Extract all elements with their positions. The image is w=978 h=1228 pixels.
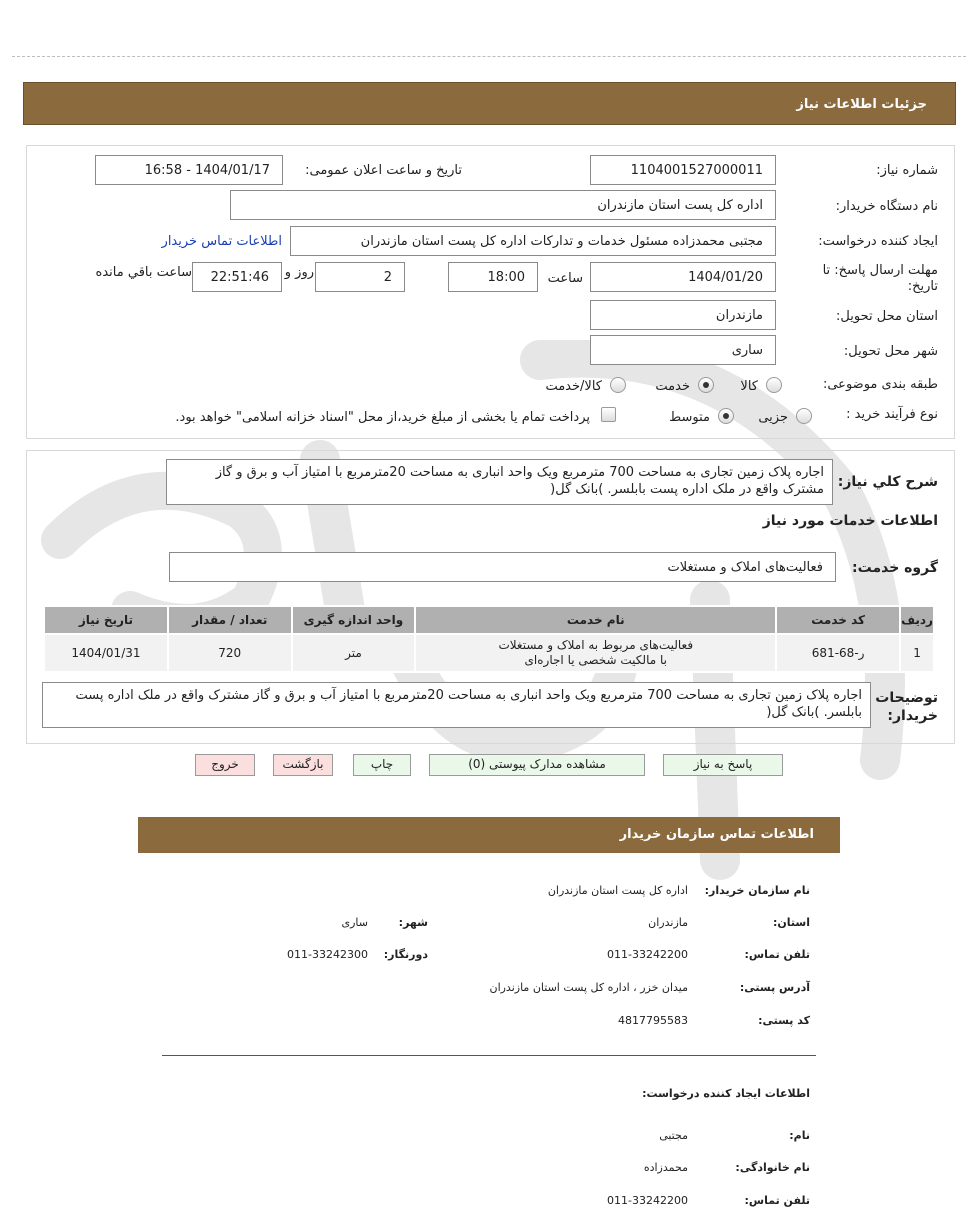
cell-row: 1 [900,634,934,672]
col-row: رديف [900,606,934,634]
creator-first-name-value: مجتبی [659,1129,688,1142]
contact-header: اطلاعات تماس سازمان خریدار [138,817,840,853]
province-field: مازندران [590,300,776,330]
cell-quantity: 720 [168,634,292,672]
contact-province-label: استان: [773,916,810,929]
announce-label: تاریخ و ساعت اعلان عمومی: [305,163,462,178]
col-quantity: تعداد / مقدار [168,606,292,634]
contact-city-label: شهر: [398,916,428,929]
process-medium-label: متوسط [669,410,710,425]
service-name-line1: فعالیت‌های مربوط به املاک و مستغلات [498,638,694,652]
attachments-button[interactable]: مشاهده مدارک پیوستی (0) [429,754,645,776]
remaining-time-field: 22:51:46 [192,262,282,292]
contact-address-label: آدرس پستی: [739,981,810,994]
buyer-notes-text: اجاره پلاک زمین تجاری به مساحت 700 مترمربع ویک واحد انباری به مساحت 20مترمربع با امتیاز آب و برق و گاز مشترک واقع در ملک اداره پست بابلسر. )بانک گل( [42,682,871,728]
col-need-date: تاریخ نیاز [44,606,168,634]
creator-phone-label: تلفن تماس: [744,1194,810,1207]
deadline-date-field: 1404/01/20 [590,262,776,292]
contact-phone-value: 011-33242200 [607,948,688,961]
category-label: طبقه بندی موضوعی: [822,377,938,392]
city-field: ساری [590,335,776,365]
contact-postal-value: 4817795583 [618,1014,688,1027]
col-service-name: نام خدمت [415,606,776,634]
deadline-time-field: 18:00 [448,262,538,292]
contact-address-value: میدان خزر ، اداره کل پست استان مازندران [489,981,688,994]
days-field: 2 [315,262,405,292]
services-table [43,605,935,673]
contact-org-value: اداره کل پست استان مازندران [547,884,688,897]
service-name-line2: با مالکیت شخصی یا اجاره‌ای [524,653,667,667]
category-goods-label: کالا [740,379,758,394]
category-goods-service-radio[interactable] [610,377,626,393]
cell-unit: متر [292,634,416,672]
category-service-label: خدمت [655,379,690,394]
buyer-field: اداره کل پست استان مازندران [230,190,776,220]
page-header: جزئیات اطلاعات نیاز [23,82,956,125]
summary-label: شرح کلي نياز: [837,474,938,490]
respond-button[interactable]: پاسخ به نیاز [663,754,783,776]
remaining-label: ساعت باقي مانده [95,265,192,280]
category-goods-radio[interactable] [766,377,782,393]
services-table-header-row [44,606,934,634]
service-group-label: گروه خدمت: [852,560,938,576]
back-button[interactable]: بازگشت [273,754,333,776]
contact-org-label: نام سازمان خریدار: [704,884,810,897]
exit-button[interactable]: خروج [195,754,255,776]
deadline-label: مهلت ارسال پاسخ: تا تاریخ: [822,263,938,294]
category-goods-service-label: کالا/خدمت [545,379,602,394]
summary-text: اجاره پلاک زمین تجاری به مساحت 700 مترمربع ویک واحد انباری به مساحت 20مترمربع با امتیاز آب و برق و گاز مشترک واقع در ملک اداره پست بابلسر. )بانک گل( [166,459,833,505]
print-button[interactable]: چاپ [353,754,411,776]
creator-last-name-value: محمدزاده [643,1161,688,1174]
need-number-field: 1104001527000011 [590,155,776,185]
category-service-radio[interactable] [698,377,714,393]
buyer-notes-label: توضیحات خریدار: [875,690,938,724]
need-number-label: شماره نیاز: [876,163,938,178]
buyer-contact-link[interactable]: اطلاعات تماس خریدار [161,234,282,249]
city-label: شهر محل تحویل: [843,344,938,359]
process-label: نوع فرآیند خرید : [846,407,938,422]
contact-phone-label: تلفن تماس: [744,948,810,961]
contact-province-value: مازندران [648,916,688,929]
announce-field: 1404/01/17 - 16:58 [95,155,283,185]
days-label: روز و [284,265,314,280]
province-label: استان محل تحویل: [836,309,938,324]
contact-fax-label: دورنگار: [383,948,428,961]
deadline-time-label: ساعت [547,271,583,286]
creator-info-title: اطلاعات ایجاد کننده درخواست: [642,1087,810,1100]
process-minor-label: جزیی [758,410,788,425]
creator-field: مجتبی محمدزاده مسئول خدمات و تدارکات اداره کل پست استان مازندران [290,226,776,256]
process-medium-radio[interactable] [718,408,734,424]
service-group-field: فعالیت‌های املاک و مستغلات [169,552,836,582]
process-minor-radio[interactable] [796,408,812,424]
cell-service-name [415,634,776,672]
top-dashed-divider [12,56,966,57]
cell-need-date: 1404/01/31 [44,634,168,672]
cell-service-code: ر-68-681 [776,634,900,672]
creator-phone-value: 011-33242200 [607,1194,688,1207]
contact-city-value: ساری [341,916,368,929]
contact-postal-label: کد پستی: [758,1014,810,1027]
creator-last-name-label: نام خانوادگی: [735,1161,810,1174]
creator-label: ایجاد کننده درخواست: [818,234,938,249]
services-title: اطلاعات خدمات مورد نیاز [762,513,938,529]
treasury-payment-checkbox[interactable] [601,407,616,422]
col-unit: واحد اندازه گیری [292,606,416,634]
contact-fax-value: 011-33242300 [287,948,368,961]
col-service-code: کد خدمت [776,606,900,634]
treasury-payment-note: پرداخت تمام یا بخشی از مبلغ خرید،از محل "اسناد خزانه اسلامی" خواهد بود. [175,410,590,425]
buyer-label: نام دستگاه خریدار: [835,199,938,214]
contact-divider [162,1055,816,1056]
table-row [44,634,934,672]
creator-first-name-label: نام: [789,1129,810,1142]
